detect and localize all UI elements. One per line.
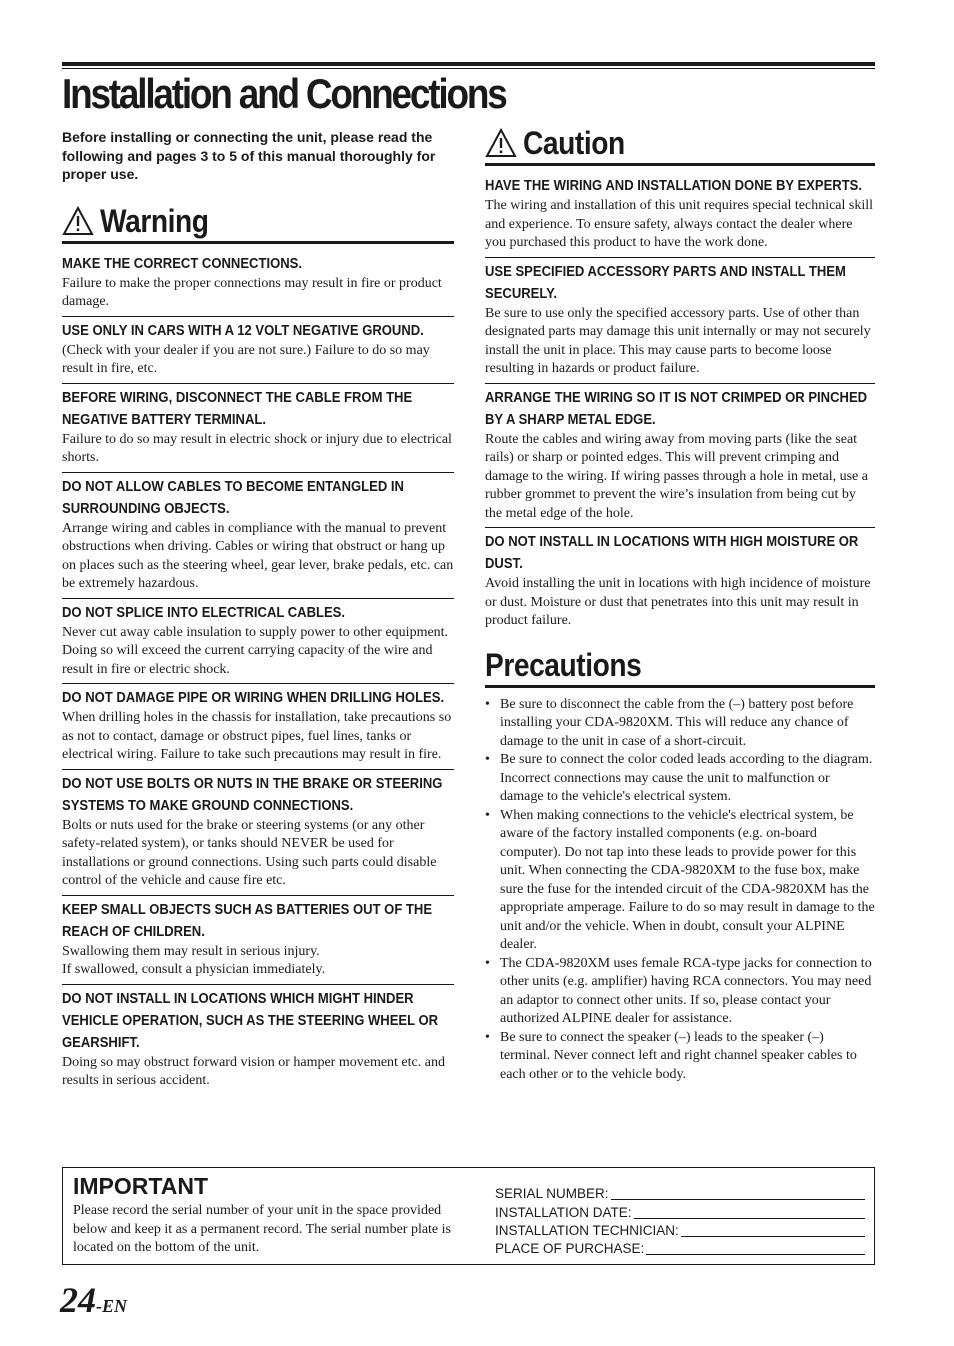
caution-item-heading: DO NOT INSTALL IN LOCATIONS WITH HIGH MOISTURE OR DUST. bbox=[485, 534, 859, 572]
precautions-list bbox=[485, 696, 875, 1085]
serial-form-label: PLACE OF PURCHASE: bbox=[495, 1241, 645, 1257]
serial-form-row bbox=[495, 1184, 865, 1202]
page-language-suffix: -EN bbox=[96, 1296, 127, 1316]
warning-item-text: Never cut away cable insulation to supply power to other equipment. Doing so will exceed the current carrying capacity of the wire and result in fire or electric shock. bbox=[62, 624, 449, 677]
caution-item-text: The wiring and installation of this unit requires special technical skill and experience. To ensure safety, always contact the dealer where you purchased this product to have the work done. bbox=[485, 198, 874, 250]
warning-item-text: Swallowing them may result in serious injury. bbox=[62, 943, 320, 959]
warning-item-heading: BEFORE WIRING, DISCONNECT THE CABLE FROM THE NEGATIVE BATTERY TERMINAL. bbox=[62, 389, 413, 428]
caution-item-body bbox=[485, 305, 875, 379]
serial-form-row bbox=[495, 1221, 865, 1239]
warning-item-text: Failure to do so may result in electric shock or injury due to electrical shorts. bbox=[62, 431, 452, 465]
caution-item bbox=[485, 528, 875, 635]
warning-item-heading: DO NOT USE BOLTS OR NUTS IN THE BRAKE OR STEERING SYSTEMS TO MAKE GROUND CONNECTIONS. bbox=[62, 775, 443, 814]
warning-item bbox=[62, 599, 454, 685]
warning-item-body bbox=[62, 624, 454, 680]
caution-heading bbox=[485, 124, 875, 166]
important-title: IMPORTANT bbox=[73, 1173, 209, 1199]
serial-form-label: SERIAL NUMBER: bbox=[495, 1186, 609, 1202]
precaution-item: • Be sure to connect the color coded leads according to the diagram. Incorrect connections may cause the unit to malfunction or damage to the vehicle's electrical system. bbox=[485, 751, 875, 807]
precaution-item: • Be sure to disconnect the cable from the (–) battery post before installing your CDA-9820XM. This will reduce any chance of damage to the unit in case of a short-circuit. bbox=[485, 696, 875, 752]
warning-item-body bbox=[62, 709, 454, 765]
warning-triangle-icon bbox=[62, 206, 94, 236]
warning-item-body bbox=[62, 1054, 454, 1091]
serial-form-blank-line[interactable] bbox=[646, 1254, 865, 1255]
page-number bbox=[60, 1278, 127, 1328]
warning-item bbox=[62, 684, 454, 770]
precautions-title: Precautions bbox=[485, 646, 642, 683]
precautions-heading bbox=[485, 645, 875, 688]
caution-title: Caution bbox=[523, 125, 625, 161]
caution-item-text: Be sure to use only the specified accessory parts. Use of other than designated parts may damage this unit internally or may not securely install the unit in place. This may cause parts to become loose resulting in hazards or product failure. bbox=[485, 305, 871, 376]
warning-item-body bbox=[62, 943, 454, 980]
warning-item-text: When drilling holes in the chassis for installation, take precautions so as not to contact, damage or obstruct pipes, fuel lines, tanks or electrical wiring. Failure to take such precautions may result in fire. bbox=[62, 710, 452, 762]
caution-list bbox=[485, 172, 875, 635]
precaution-item: • When making connections to the vehicle's electrical system, be aware of the factory installed components (e.g. on-board computer). Do not tap into these leads to provide power for this unit. When connecting the CDA-9820XM to the fuse box, make sure the fuse for the intended circuit of the CDA-9820XM has the appropriate amperage. Failure to do so may result in damage to the unit and/or the vehicle. When in doubt, consult your ALPINE dealer. bbox=[485, 807, 875, 955]
warning-item-heading: DO NOT INSTALL IN LOCATIONS WHICH MIGHT HINDER VEHICLE OPERATION, SUCH AS THE STEERING WHEEL OR GEARSHIFT. bbox=[62, 990, 439, 1051]
warning-item-heading: USE ONLY IN CARS WITH A 12 VOLT NEGATIVE GROUND. bbox=[62, 322, 424, 339]
important-text: Please record the serial number of your unit in the space provided below and keep it as a permanent record. The serial number plate is located on the bottom of the unit. bbox=[73, 1203, 451, 1255]
warning-item-text: Bolts or nuts used for the brake or steering systems (or any other safety-related system), or tanks should NEVER be used for installations or ground connections. Using such parts could disable control of the vehicle and cause fire etc. bbox=[62, 817, 437, 888]
warning-title: Warning bbox=[100, 202, 209, 239]
warning-item bbox=[62, 896, 454, 985]
precaution-item: • Be sure to connect the speaker (–) leads to the speaker (–) terminal. Never connect left and right channel speaker cables to each other or to the vehicle body. bbox=[485, 1029, 875, 1085]
page-title: Installation and Connections bbox=[62, 70, 506, 117]
caution-item-heading: USE SPECIFIED ACCESSORY PARTS AND INSTALL THEM SECURELY. bbox=[485, 263, 846, 302]
left-column bbox=[62, 128, 454, 1095]
serial-form-blank-line[interactable] bbox=[611, 1199, 865, 1200]
caution-item bbox=[485, 384, 875, 529]
warning-item-text: (Check with your dealer if you are not sure.) Failure to do so may result in fire, etc. bbox=[62, 342, 430, 376]
serial-form-blank-line[interactable] bbox=[634, 1218, 865, 1219]
warning-item-text: Failure to make the proper connections may result in fire or product damage. bbox=[62, 275, 442, 309]
caution-item bbox=[485, 258, 875, 384]
warning-item-body bbox=[62, 520, 454, 594]
warning-item bbox=[62, 473, 454, 599]
warning-item bbox=[62, 770, 454, 896]
warning-item-body bbox=[62, 817, 454, 891]
intro-text: Before installing or connecting the unit, please read the following and pages 3 to 5 of this manual thoroughly for proper use. bbox=[62, 129, 436, 182]
warning-list bbox=[62, 250, 454, 1095]
warning-item bbox=[62, 317, 454, 384]
warning-item-body bbox=[62, 431, 454, 468]
serial-form-row bbox=[495, 1239, 865, 1257]
warning-heading bbox=[62, 202, 454, 244]
right-column bbox=[485, 124, 875, 1084]
warning-item-heading: KEEP SMALL OBJECTS SUCH AS BATTERIES OUT OF THE REACH OF CHILDREN. bbox=[62, 901, 433, 940]
serial-form-row bbox=[495, 1202, 865, 1220]
serial-form-label: INSTALLATION DATE: bbox=[495, 1204, 632, 1220]
caution-item-text: Route the cables and wiring away from moving parts (like the seat rails) or sharp or pointed edges. This will prevent crimping and damage to the wiring. If wiring passes through a hole in metal, use a rubber grommet to prevent the wire’s insulation from being cut by the metal edge of the hole. bbox=[485, 431, 868, 521]
serial-record-form bbox=[495, 1184, 865, 1257]
warning-item-heading: DO NOT ALLOW CABLES TO BECOME ENTANGLED IN SURROUNDING OBJECTS. bbox=[62, 478, 404, 517]
caution-item-body bbox=[485, 575, 875, 631]
top-rule bbox=[62, 62, 875, 66]
warning-item-heading: DO NOT SPLICE INTO ELECTRICAL CABLES. bbox=[62, 604, 346, 621]
page-number-value: 24 bbox=[60, 1280, 96, 1320]
caution-item-text: Avoid installing the unit in locations with high incidence of moisture or dust. Moisture or dust that penetrates into this unit may result in product failure. bbox=[485, 576, 871, 628]
warning-item-text: If swallowed, consult a physician immediately. bbox=[62, 962, 326, 977]
warning-item bbox=[62, 985, 454, 1095]
serial-form-label: INSTALLATION TECHNICIAN: bbox=[495, 1222, 679, 1238]
warning-item bbox=[62, 384, 454, 473]
warning-item-body bbox=[62, 342, 454, 379]
serial-form-blank-line[interactable] bbox=[681, 1236, 865, 1237]
precaution-item: • The CDA-9820XM uses female RCA-type jacks for connection to other units (e.g. amplifier) having RCA connectors. You may need an adaptor to connect other units. If so, please contact your authorized ALPINE dealer for assistance. bbox=[485, 955, 875, 1029]
warning-item-text: Doing so may obstruct forward vision or hamper movement etc. and results in serious accident. bbox=[62, 1054, 445, 1088]
caution-item-heading: HAVE THE WIRING AND INSTALLATION DONE BY EXPERTS. bbox=[485, 178, 863, 194]
caution-triangle-icon bbox=[485, 128, 517, 158]
warning-item bbox=[62, 250, 454, 317]
warning-item-body bbox=[62, 275, 454, 312]
caution-item bbox=[485, 172, 875, 258]
warning-item-heading: MAKE THE CORRECT CONNECTIONS. bbox=[62, 255, 302, 272]
warning-item-heading: DO NOT DAMAGE PIPE OR WIRING WHEN DRILLING HOLES. bbox=[62, 690, 445, 706]
caution-item-body bbox=[485, 197, 875, 253]
caution-item-body bbox=[485, 431, 875, 524]
warning-item-text: Arrange wiring and cables in compliance with the manual to prevent obstructions when driving. Cables or wiring that obstruct or hang up on places such as the steering wheel, gear lever, brake pedals, etc. can be extremely hazardous. bbox=[62, 520, 454, 591]
important-box bbox=[62, 1167, 875, 1265]
caution-item-heading: ARRANGE THE WIRING SO IT IS NOT CRIMPED OR PINCHED BY A SHARP METAL EDGE. bbox=[485, 389, 868, 428]
